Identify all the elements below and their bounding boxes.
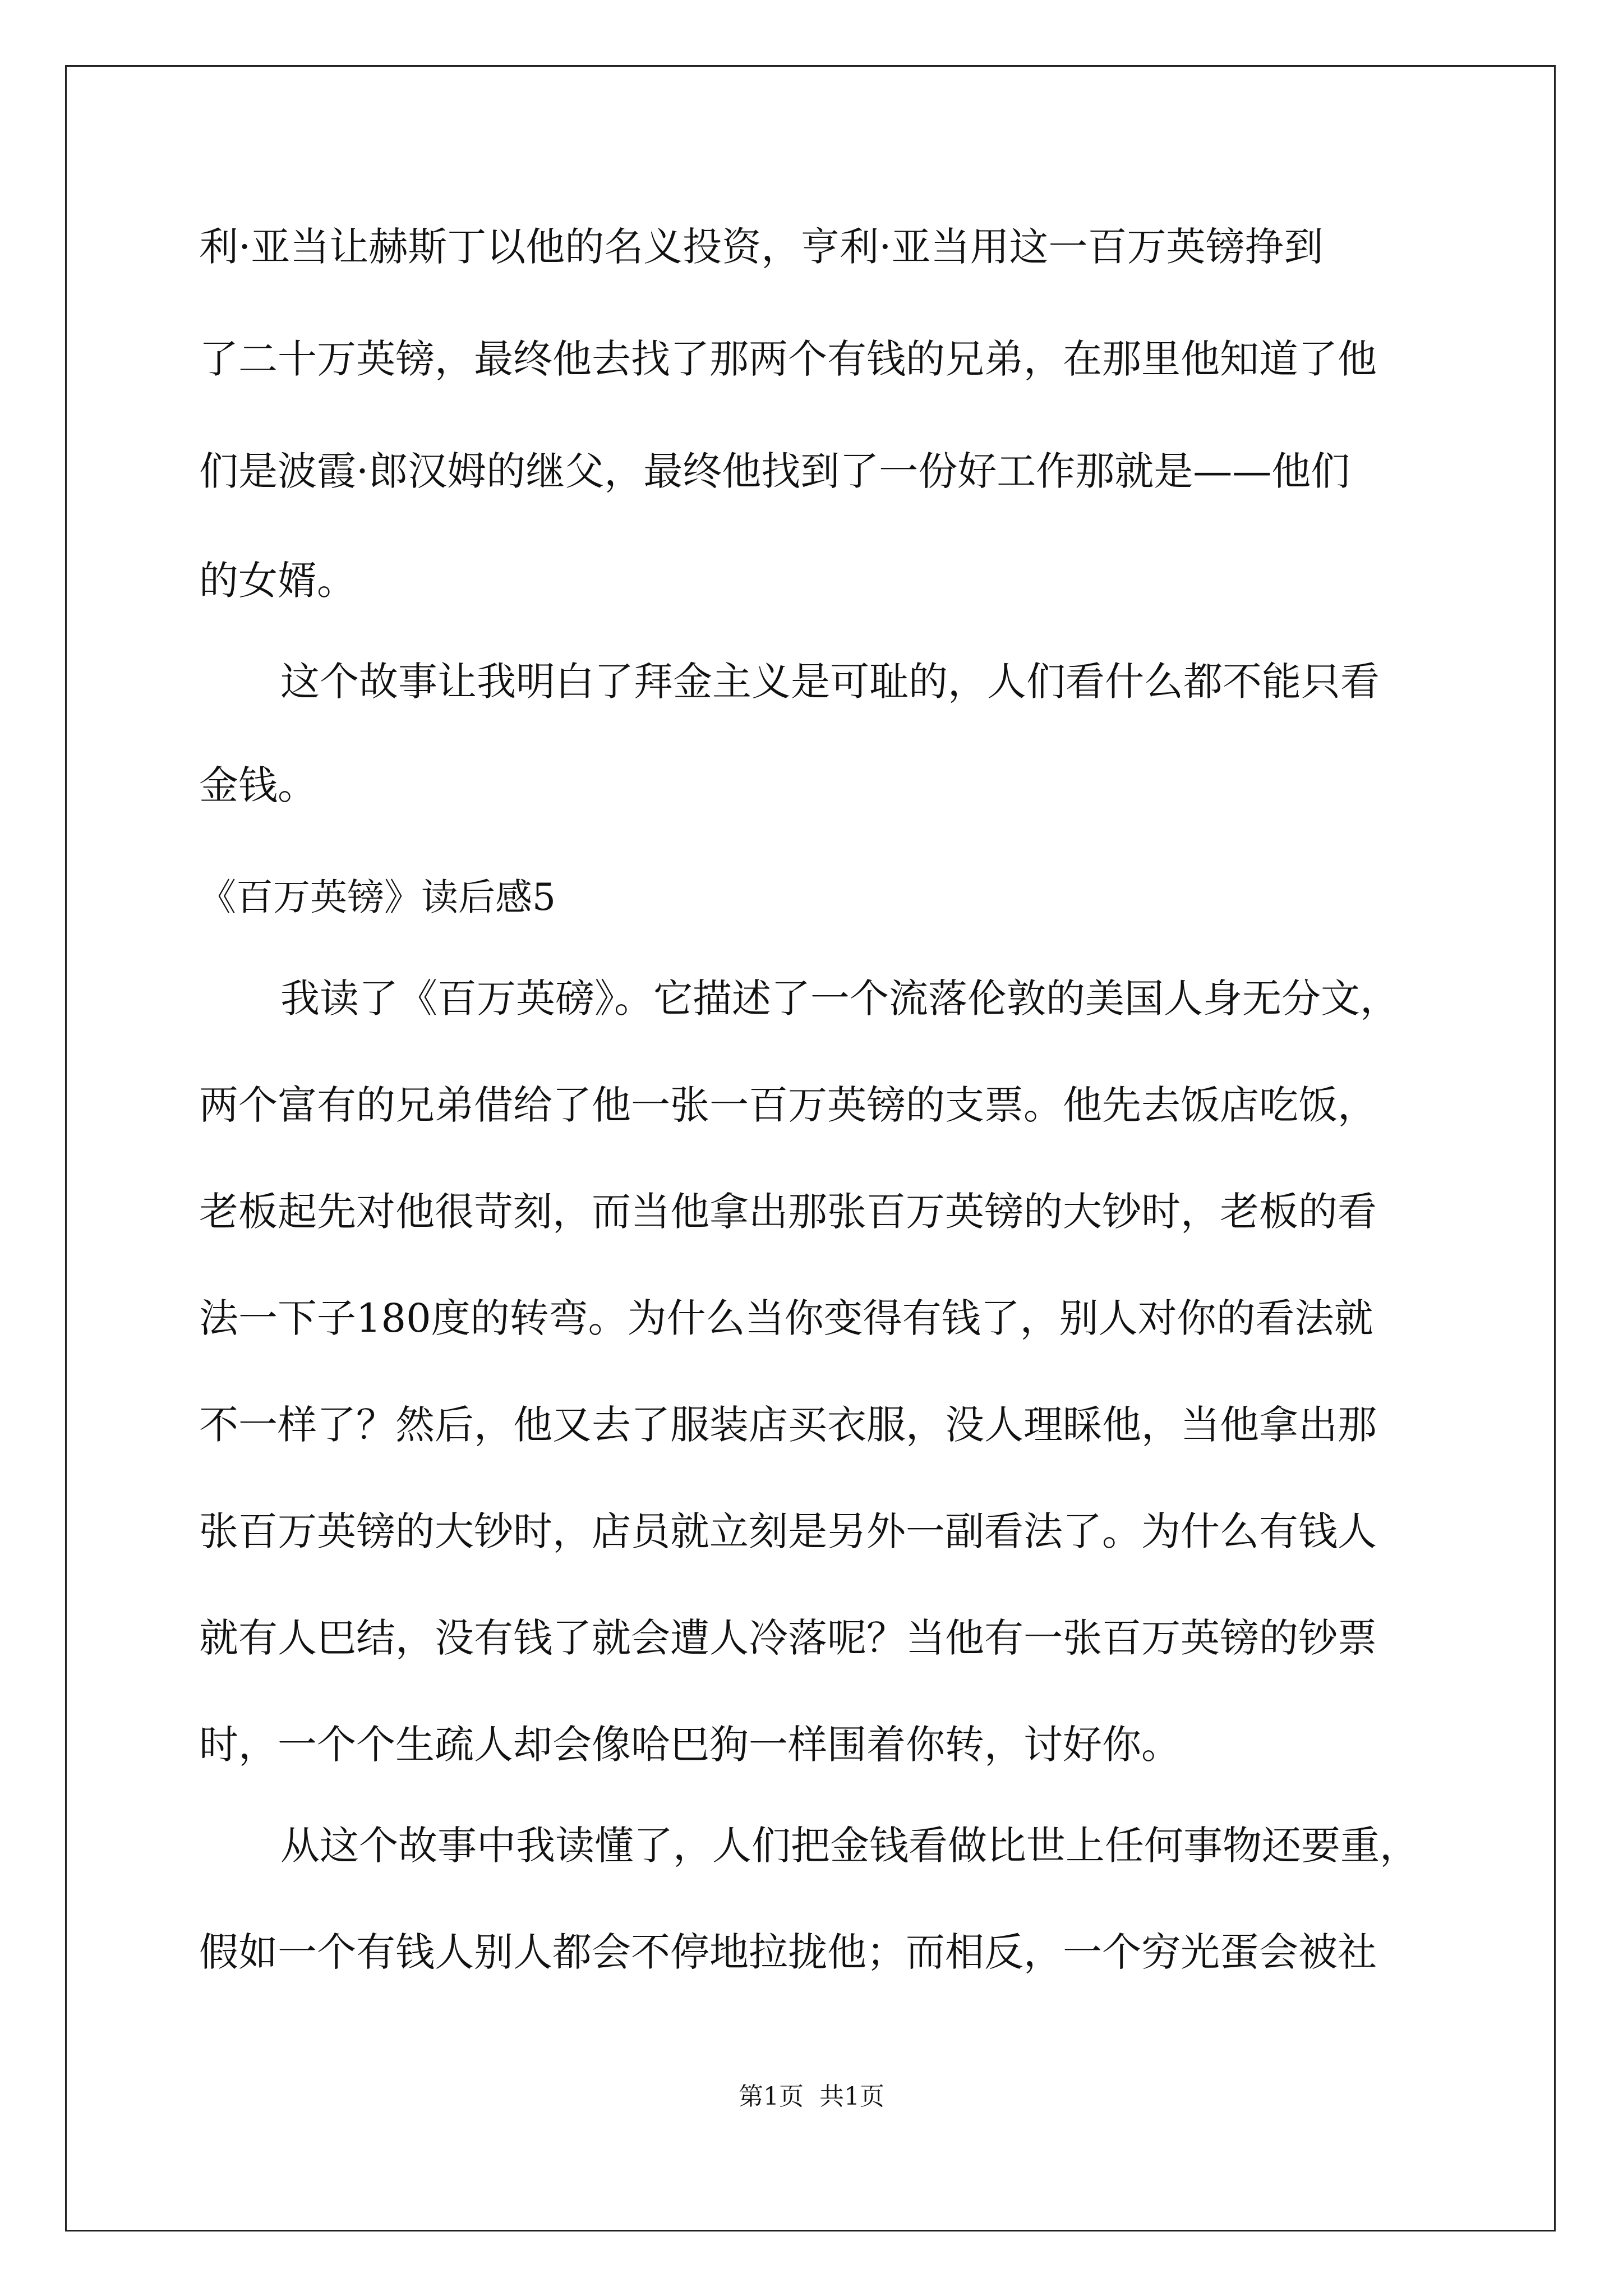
paragraph-line: 金钱。 [199,762,317,808]
page-border [65,65,1556,2231]
paragraph-line: 我读了《百万英磅》。它描述了一个流落伦敦的美国人身无分文， [280,976,1399,1022]
paragraph-line: 利·亚当让赫斯丁以他的名义投资，亨利·亚当用这一百万英镑挣到 [199,224,1324,270]
page-footer: 第1页 共1页 [739,2082,884,2111]
paragraph-line: 两个富有的兄弟借给了他一张一百万英镑的支票。他先去饭店吃饭， [199,1082,1377,1128]
paragraph-line: 张百万英镑的大钞时，店员就立刻是另外一副看法了。为什么有钱人 [199,1508,1377,1554]
paragraph-line: 的女婿。 [199,558,356,604]
paragraph-line: 就有人巴结，没有钱了就会遭人冷落呢？当他有一张百万英镑的钞票 [199,1615,1377,1661]
paragraph-line: 老板起先对他很苛刻，而当他拿出那张百万英镑的大钞时，老板的看 [199,1189,1377,1235]
paragraph-line: 了二十万英镑，最终他去找了那两个有钱的兄弟，在那里他知道了他 [199,336,1377,382]
paragraph-line: 法一下子180度的转弯。为什么当你变得有钱了，别人对你的看法就 [199,1295,1373,1341]
paragraph-line: 这个故事让我明白了拜金主义是可耻的，人们看什么都不能只看 [280,659,1380,705]
paragraph-line: 时，一个个生疏人却会像哈巴狗一样围着你转，讨好你。 [199,1722,1181,1768]
paragraph-line: 们是波霞·郎汉姆的继父，最终他找到了一份好工作那就是——他们 [199,448,1350,494]
paragraph-line: 假如一个有钱人别人都会不停地拉拢他；而相反，一个穷光蛋会被社 [199,1929,1377,1975]
paragraph-line: 从这个故事中我读懂了，人们把金钱看做比世上任何事物还要重， [280,1823,1419,1869]
paragraph-line: 不一样了？然后，他又去了服装店买衣服，没人理睬他，当他拿出那 [199,1402,1377,1448]
section-heading: 《百万英镑》读后感5 [199,876,556,919]
